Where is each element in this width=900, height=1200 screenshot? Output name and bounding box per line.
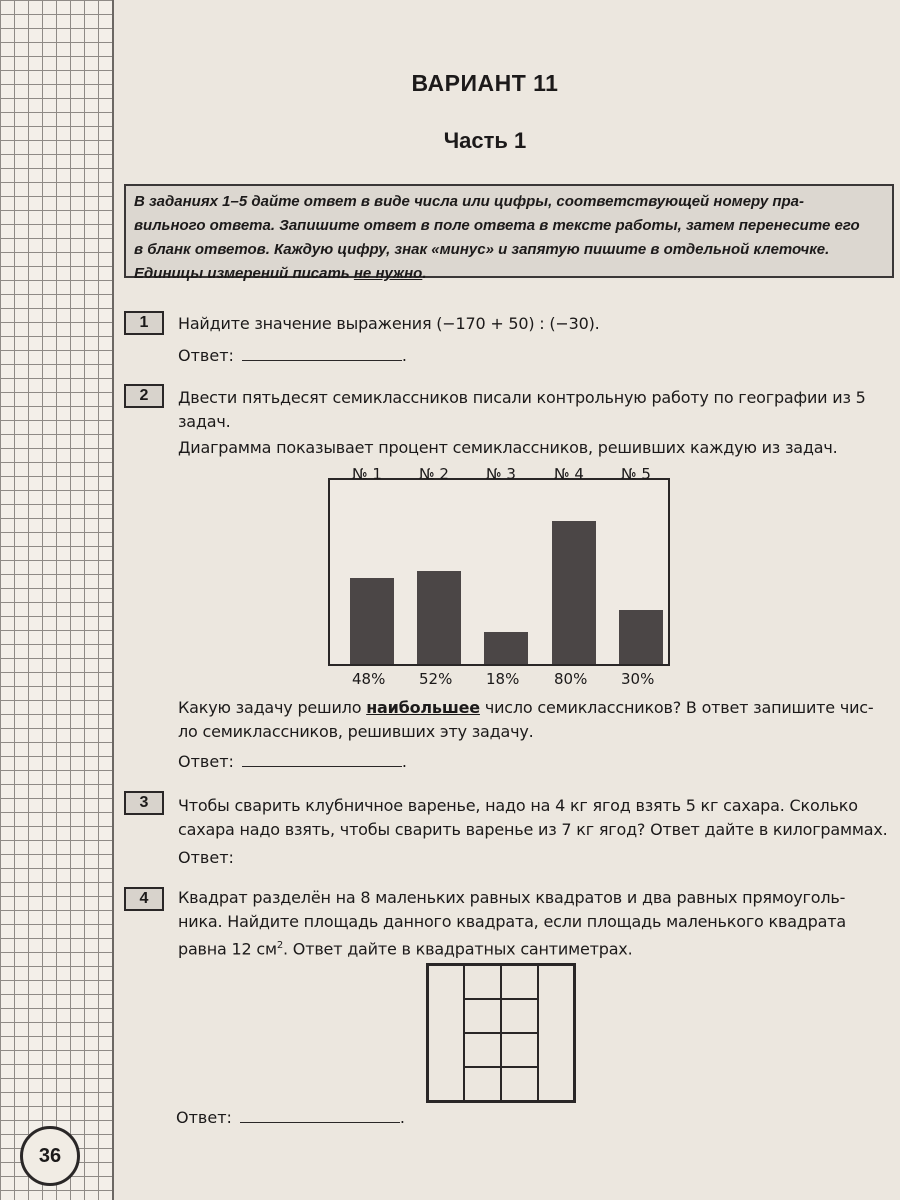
part-title: Часть 1 xyxy=(443,128,527,153)
answer-row-3 xyxy=(178,848,234,867)
bar-category-label: № 3 xyxy=(486,465,516,483)
rectangle-left xyxy=(428,965,464,1101)
small-square xyxy=(464,999,501,1033)
task-4-text-part: . Ответ дайте в квадратных сантиметрах. xyxy=(283,939,633,959)
task-4-line: Квадрат разделён на 8 маленьких равных квадратов и два равных прямоуголь- xyxy=(178,888,846,907)
bar-task-4 xyxy=(552,521,596,664)
task-number-2: 2 xyxy=(124,384,164,408)
instruction-text: . xyxy=(422,265,427,282)
task-number-1: 1 xyxy=(124,311,164,335)
small-square xyxy=(464,1067,501,1101)
task-2-text xyxy=(178,386,866,460)
bar-category-label: № 5 xyxy=(621,465,651,483)
bar-task-1 xyxy=(350,578,394,664)
instruction-box xyxy=(124,184,894,282)
bar-category-label: № 1 xyxy=(352,465,382,483)
bar-category-label: № 4 xyxy=(554,465,584,483)
page-number: 36 xyxy=(20,1126,80,1186)
answer-label: Ответ: xyxy=(176,1108,232,1127)
answer-label: Ответ: xyxy=(178,346,234,365)
task-2-question-line xyxy=(178,696,873,720)
variant-title: ВАРИАНТ 11 xyxy=(411,70,559,96)
bar-value-label: 52% xyxy=(419,670,453,688)
instruction-text: Единицы измерений писать xyxy=(134,265,354,282)
task-4-line xyxy=(178,934,846,961)
task-3-line: Чтобы сварить клубничное варенье, надо на 4 кг ягод взять 5 кг сахара. Сколько xyxy=(178,796,858,815)
small-square xyxy=(501,965,538,999)
instruction-line: В заданиях 1–5 дайте ответ в виде числа или цифры, соответствующей номеру пра- xyxy=(134,193,804,210)
small-square xyxy=(501,1067,538,1101)
task-4-line: ника. Найдите площадь данного квадрата, если площадь маленького квадрата xyxy=(178,912,846,931)
task-4-text-part: равна 12 см xyxy=(178,939,277,959)
instruction-line xyxy=(134,262,884,286)
instruction-emphasis: не нужно xyxy=(353,265,423,282)
task-1-text: Найдите значение выражения (−170 + 50) : (−30). xyxy=(178,314,600,333)
answer-row-2: Ответ: . xyxy=(178,752,407,771)
task-3-text xyxy=(178,794,887,842)
divided-square-figure xyxy=(426,963,576,1103)
answer-label: Ответ: xyxy=(178,752,234,771)
task-2-line: задач. xyxy=(178,412,231,431)
bar-category-label: № 2 xyxy=(419,465,449,483)
answer-field-1[interactable] xyxy=(242,346,402,361)
small-square xyxy=(501,999,538,1033)
bar-value-label: 18% xyxy=(486,670,520,688)
answer-field-4[interactable] xyxy=(240,1108,400,1123)
instruction-line: в бланк ответов. Каждую цифру, знак «минус» и запятую пишите в отдельной клеточке. xyxy=(134,241,830,258)
task-4-text xyxy=(178,886,846,961)
task-3-line: сахара надо взять, чтобы сварить варенье из 7 кг ягод? Ответ дайте в килограммах. xyxy=(178,820,888,839)
task-number-4: 4 xyxy=(124,887,164,911)
answer-row-4: Ответ: . xyxy=(176,1108,405,1127)
bar-task-2 xyxy=(417,571,461,664)
bar-value-label: 80% xyxy=(554,670,588,688)
grid-margin xyxy=(0,0,114,1200)
bar-task-3 xyxy=(484,632,528,664)
question-text: число семиклассников? В ответ запишите чис- xyxy=(479,698,874,717)
task-2-line: Двести пятьдесят семиклассников писали контрольную работу по географии из 5 xyxy=(178,388,866,407)
task-2-line: Диаграмма показывает процент семиклассников, решивших каждую из задач. xyxy=(178,438,838,457)
answer-label: Ответ: xyxy=(178,848,234,867)
bar-value-label: 30% xyxy=(621,670,655,688)
small-square xyxy=(501,1033,538,1067)
bar-task-5 xyxy=(619,610,663,664)
answer-field-2[interactable] xyxy=(242,752,402,767)
bar-value-label: 48% xyxy=(352,670,386,688)
question-emphasis: наибольшее xyxy=(366,698,480,717)
small-square xyxy=(464,1033,501,1067)
rectangle-right xyxy=(538,965,574,1101)
task-number-3: 3 xyxy=(124,791,164,815)
small-square xyxy=(464,965,501,999)
question-text: Какую задачу решило xyxy=(178,698,367,717)
answer-row-1: Ответ: . xyxy=(178,346,407,365)
task-2-question-line: ло семиклассников, решивших эту задачу. xyxy=(178,722,534,741)
task-2-question xyxy=(178,696,873,744)
instruction-line: вильного ответа. Запишите ответ в поле ответа в тексте работы, затем перенесите его xyxy=(134,217,860,234)
superscript: 2 xyxy=(276,940,284,951)
